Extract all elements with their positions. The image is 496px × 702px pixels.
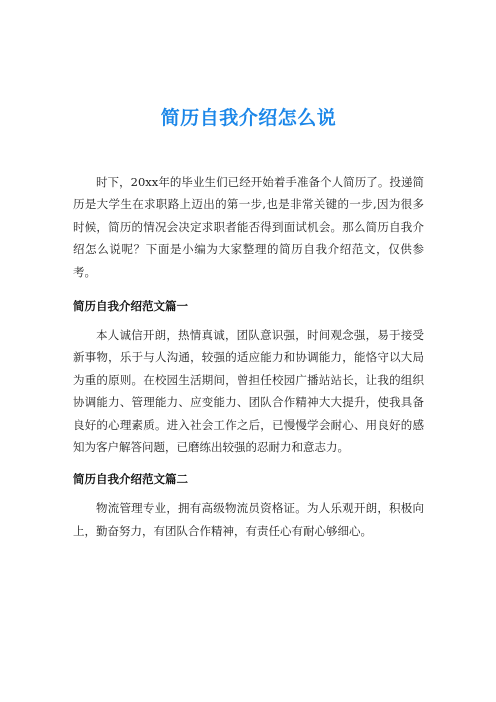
section-heading-2: 简历自我介绍范文篇二 [73,472,188,487]
section-heading-1: 简历自我介绍范文篇一 [73,299,188,314]
section-body-2: 物流管理专业，拥有高级物流员资格证。为人乐观开朗，积极向上，勤奋努力，有团队合作精神，有责任心有耐心够细心。 [73,501,424,538]
intro-paragraph: 时下，20xx年的毕业生们已经开始着手准备个人简历了。投递简历是大学生在求职路上迈出的第一步,也是非常关键的一步,因为很多时候，简历的情况会决定求职者能否得到面试机会。那么简历自我介绍怎么说呢？下面是小编为大家整理的简历自我介绍范文，仅供参考。 [73,175,424,279]
section-body-1: 本人诚信开朗，热情真诚，团队意识强，时间观念强，易于接受新事物，乐于与人沟通，较强的适应能力和协调能力，能恪守以大局为重的原则。在校园生活期间，曾担任校园广播站站长，让我的组织协调能力、管理能力、应变能力、团队合作精神大大提升，使我具备良好的心理素质。进入社会工作之后，已慢慢学会耐心、用良好的感知为客户解答问题，已磨练出较强的忍耐力和意志力。 [73,328,424,455]
document-title: 简历自我介绍怎么说 [160,107,337,129]
